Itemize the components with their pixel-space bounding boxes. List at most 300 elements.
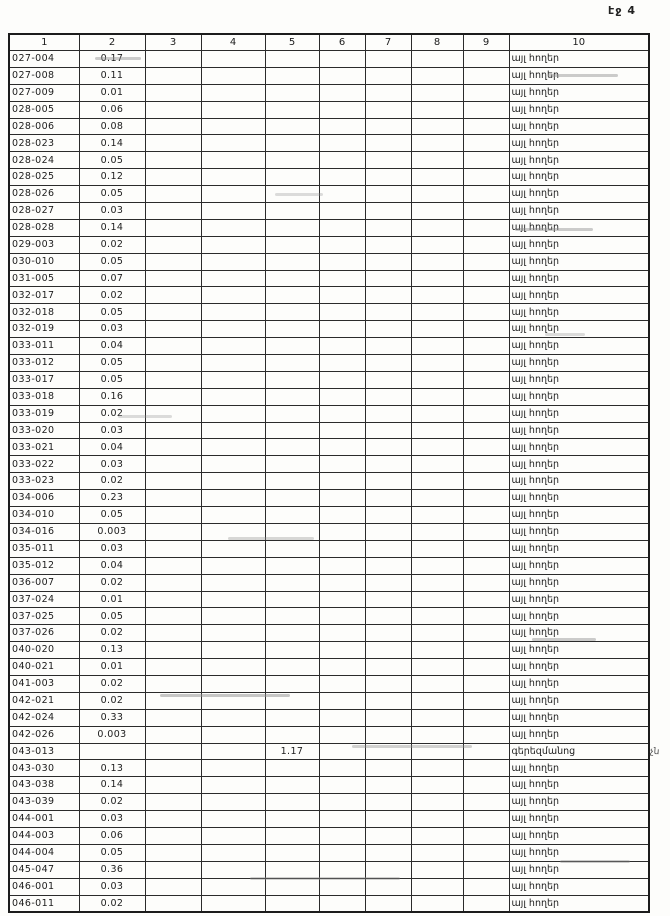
empty-cell (201, 507, 265, 524)
table-row (9, 591, 649, 608)
column5-value-cell (265, 338, 319, 355)
land-type-cell: այլ հողեր (509, 777, 649, 794)
empty-cell (463, 659, 509, 676)
parcel-code-cell: 040-020 (9, 642, 79, 659)
table-row (9, 67, 649, 84)
empty-cell (411, 726, 463, 743)
land-type-cell: այլ հողեր (509, 456, 649, 473)
empty-cell (365, 67, 411, 84)
table-row (9, 84, 649, 101)
area-value-cell: 0.05 (79, 608, 145, 625)
area-value-cell: 0.06 (79, 101, 145, 118)
empty-cell (145, 692, 201, 709)
land-parcel-table (8, 33, 650, 913)
empty-cell (365, 692, 411, 709)
empty-cell (201, 405, 265, 422)
parcel-code-cell: 037-024 (9, 591, 79, 608)
empty-cell (145, 236, 201, 253)
empty-cell (463, 709, 509, 726)
empty-cell (319, 118, 365, 135)
table-row (9, 456, 649, 473)
parcel-code-cell: 028-006 (9, 118, 79, 135)
empty-cell (365, 371, 411, 388)
area-value-cell: 0.33 (79, 709, 145, 726)
empty-cell (201, 642, 265, 659)
empty-cell (145, 861, 201, 878)
empty-cell (145, 203, 201, 220)
empty-cell (319, 692, 365, 709)
column5-value-cell (265, 608, 319, 625)
empty-cell (145, 219, 201, 236)
table-row (9, 253, 649, 270)
empty-cell (365, 777, 411, 794)
column5-value-cell (265, 861, 319, 878)
parcel-code-cell: 044-001 (9, 811, 79, 828)
table-row (9, 794, 649, 811)
empty-cell (145, 675, 201, 692)
land-type-cell: այլ հողեր (509, 844, 649, 861)
column5-value-cell (265, 811, 319, 828)
parcel-code-cell: 033-018 (9, 388, 79, 405)
column5-value-cell (265, 625, 319, 642)
land-type-cell: այլ հողեր (509, 253, 649, 270)
table-row (9, 811, 649, 828)
empty-cell (201, 861, 265, 878)
empty-cell (365, 726, 411, 743)
area-value-cell: 0.02 (79, 473, 145, 490)
empty-cell (145, 625, 201, 642)
empty-cell (463, 540, 509, 557)
parcel-code-cell: 028-024 (9, 152, 79, 169)
table-header-row (9, 34, 649, 51)
empty-cell (145, 304, 201, 321)
empty-cell (463, 287, 509, 304)
empty-cell (463, 490, 509, 507)
empty-cell (319, 540, 365, 557)
empty-cell (319, 287, 365, 304)
empty-cell (201, 84, 265, 101)
empty-cell (463, 473, 509, 490)
empty-cell (319, 591, 365, 608)
parcel-code-cell: 033-019 (9, 405, 79, 422)
empty-cell (411, 118, 463, 135)
column-header: 5 (265, 34, 319, 51)
empty-cell (463, 642, 509, 659)
parcel-code-cell: 028-026 (9, 186, 79, 203)
column5-value-cell (265, 760, 319, 777)
land-type-cell: այլ հողեր (509, 371, 649, 388)
empty-cell (201, 101, 265, 118)
empty-cell (319, 490, 365, 507)
land-type-cell: այլ հողեր (509, 507, 649, 524)
column-header: 1 (9, 34, 79, 51)
area-value-cell: 0.13 (79, 760, 145, 777)
empty-cell (201, 67, 265, 84)
empty-cell (201, 270, 265, 287)
area-value-cell: 0.05 (79, 507, 145, 524)
column5-value-cell (265, 726, 319, 743)
empty-cell (319, 557, 365, 574)
empty-cell (201, 811, 265, 828)
empty-cell (411, 675, 463, 692)
area-value-cell: 0.01 (79, 659, 145, 676)
parcel-code-cell: 028-005 (9, 101, 79, 118)
empty-cell (463, 895, 509, 912)
column5-value-cell (265, 67, 319, 84)
empty-cell (201, 118, 265, 135)
empty-cell (411, 659, 463, 676)
empty-cell (201, 675, 265, 692)
empty-cell (201, 794, 265, 811)
empty-cell (365, 642, 411, 659)
column5-value-cell (265, 507, 319, 524)
empty-cell (463, 101, 509, 118)
empty-cell (145, 152, 201, 169)
empty-cell (201, 523, 265, 540)
empty-cell (319, 861, 365, 878)
empty-cell (411, 152, 463, 169)
empty-cell (201, 608, 265, 625)
empty-cell (201, 574, 265, 591)
parcel-code-cell: 033-021 (9, 439, 79, 456)
area-value-cell: 0.01 (79, 84, 145, 101)
land-type-cell: այլ հողեր (509, 591, 649, 608)
column5-value-cell (265, 51, 319, 68)
empty-cell (411, 557, 463, 574)
land-type-cell: այլ հողեր (509, 540, 649, 557)
table-row (9, 760, 649, 777)
column5-value-cell (265, 794, 319, 811)
empty-cell (145, 878, 201, 895)
empty-cell (365, 625, 411, 642)
column5-value-cell (265, 523, 319, 540)
parcel-code-cell: 037-025 (9, 608, 79, 625)
table-row (9, 51, 649, 68)
column5-value-cell (265, 574, 319, 591)
area-value-cell: 0.12 (79, 169, 145, 186)
empty-cell (201, 186, 265, 203)
empty-cell (411, 709, 463, 726)
parcel-code-cell: 036-007 (9, 574, 79, 591)
empty-cell (201, 219, 265, 236)
parcel-code-cell: 043-039 (9, 794, 79, 811)
empty-cell (145, 270, 201, 287)
column5-value-cell (265, 203, 319, 220)
empty-cell (319, 625, 365, 642)
column-header: 2 (79, 34, 145, 51)
column5-value-cell (265, 422, 319, 439)
empty-cell (365, 844, 411, 861)
parcel-code-cell: 044-003 (9, 827, 79, 844)
empty-cell (411, 642, 463, 659)
land-type-cell: այլ հողեր (509, 861, 649, 878)
area-value-cell: 0.02 (79, 574, 145, 591)
table-row (9, 473, 649, 490)
empty-cell (145, 574, 201, 591)
column-header: 10 (509, 34, 649, 51)
empty-cell (365, 135, 411, 152)
land-type-cell: այլ հողեր (509, 67, 649, 84)
empty-cell (365, 203, 411, 220)
area-value-cell: 0.05 (79, 186, 145, 203)
empty-cell (463, 67, 509, 84)
table-row (9, 422, 649, 439)
empty-cell (201, 135, 265, 152)
table-row (9, 405, 649, 422)
empty-cell (463, 557, 509, 574)
empty-cell (201, 473, 265, 490)
land-type-cell: գերեզմանոց (509, 743, 649, 760)
land-type-cell: այլ հողեր (509, 794, 649, 811)
column5-value-cell (265, 456, 319, 473)
empty-cell (145, 439, 201, 456)
parcel-code-cell: 043-038 (9, 777, 79, 794)
empty-cell (463, 51, 509, 68)
empty-cell (319, 321, 365, 338)
empty-cell (145, 844, 201, 861)
area-value-cell: 0.05 (79, 304, 145, 321)
land-type-cell: այլ հողեր (509, 203, 649, 220)
empty-cell (201, 709, 265, 726)
empty-cell (365, 507, 411, 524)
table-row (9, 490, 649, 507)
empty-cell (145, 338, 201, 355)
empty-cell (319, 51, 365, 68)
empty-cell (411, 844, 463, 861)
table-row (9, 895, 649, 912)
empty-cell (411, 219, 463, 236)
area-value-cell: 0.11 (79, 67, 145, 84)
column5-value-cell (265, 287, 319, 304)
land-type-cell: այլ հողեր (509, 135, 649, 152)
land-type-cell: այլ հողեր (509, 811, 649, 828)
column5-value-cell (265, 101, 319, 118)
table-row (9, 540, 649, 557)
handwritten-stray-mark: չն (649, 746, 660, 758)
empty-cell (365, 591, 411, 608)
parcel-code-cell: 033-022 (9, 456, 79, 473)
empty-cell (411, 591, 463, 608)
empty-cell (463, 591, 509, 608)
table-row (9, 675, 649, 692)
empty-cell (145, 895, 201, 912)
area-value-cell: 0.05 (79, 371, 145, 388)
land-type-cell: այլ հողեր (509, 101, 649, 118)
empty-cell (365, 118, 411, 135)
empty-cell (463, 321, 509, 338)
area-value-cell: 0.36 (79, 861, 145, 878)
area-value-cell: 0.04 (79, 557, 145, 574)
empty-cell (145, 51, 201, 68)
empty-cell (145, 169, 201, 186)
column5-value-cell (265, 777, 319, 794)
empty-cell (365, 794, 411, 811)
empty-cell (201, 304, 265, 321)
parcel-code-cell: 042-026 (9, 726, 79, 743)
land-type-cell: այլ հողեր (509, 675, 649, 692)
empty-cell (319, 304, 365, 321)
empty-cell (463, 338, 509, 355)
column5-value-cell (265, 321, 319, 338)
empty-cell (201, 456, 265, 473)
land-type-cell: այլ հողեր (509, 388, 649, 405)
table-row (9, 878, 649, 895)
table-row (9, 371, 649, 388)
area-value-cell: 0.17 (79, 51, 145, 68)
empty-cell (319, 642, 365, 659)
empty-cell (319, 67, 365, 84)
column-header: 6 (319, 34, 365, 51)
table-row (9, 355, 649, 372)
empty-cell (319, 186, 365, 203)
parcel-code-cell: 041-003 (9, 675, 79, 692)
area-value-cell: 0.06 (79, 827, 145, 844)
empty-cell (411, 287, 463, 304)
empty-cell (365, 675, 411, 692)
empty-cell (411, 540, 463, 557)
land-type-cell: այլ հողեր (509, 236, 649, 253)
empty-cell (319, 659, 365, 676)
empty-cell (463, 422, 509, 439)
column5-value-cell (265, 591, 319, 608)
column5-value-cell (265, 355, 319, 372)
empty-cell (411, 608, 463, 625)
empty-cell (145, 371, 201, 388)
empty-cell (201, 540, 265, 557)
column-header: 9 (463, 34, 509, 51)
empty-cell (365, 338, 411, 355)
table-row (9, 186, 649, 203)
empty-cell (201, 287, 265, 304)
table-row (9, 203, 649, 220)
empty-cell (411, 456, 463, 473)
land-type-cell: այլ հողեր (509, 760, 649, 777)
column5-value-cell (265, 642, 319, 659)
column5-value-cell (265, 84, 319, 101)
empty-cell (365, 219, 411, 236)
empty-cell (411, 405, 463, 422)
land-type-cell: այլ հողեր (509, 219, 649, 236)
empty-cell (201, 203, 265, 220)
area-value-cell: 0.03 (79, 540, 145, 557)
empty-cell (201, 355, 265, 372)
empty-cell (201, 338, 265, 355)
empty-cell (145, 118, 201, 135)
table-row (9, 659, 649, 676)
empty-cell (365, 760, 411, 777)
empty-cell (411, 473, 463, 490)
empty-cell (411, 67, 463, 84)
table-row (9, 304, 649, 321)
empty-cell (319, 675, 365, 692)
empty-cell (411, 743, 463, 760)
empty-cell (411, 439, 463, 456)
empty-cell (411, 827, 463, 844)
empty-cell (463, 794, 509, 811)
area-value-cell: 0.01 (79, 591, 145, 608)
empty-cell (145, 507, 201, 524)
empty-cell (201, 371, 265, 388)
land-type-cell: այլ հողեր (509, 709, 649, 726)
area-value-cell: 0.003 (79, 726, 145, 743)
empty-cell (365, 270, 411, 287)
empty-cell (463, 405, 509, 422)
table-row (9, 101, 649, 118)
empty-cell (463, 456, 509, 473)
column5-value-cell (265, 709, 319, 726)
empty-cell (411, 895, 463, 912)
parcel-code-cell: 034-006 (9, 490, 79, 507)
empty-cell (201, 827, 265, 844)
empty-cell (201, 777, 265, 794)
empty-cell (463, 186, 509, 203)
empty-cell (365, 743, 411, 760)
table-row (9, 118, 649, 135)
table-row (9, 608, 649, 625)
empty-cell (365, 473, 411, 490)
area-value-cell: 0.03 (79, 456, 145, 473)
empty-cell (319, 743, 365, 760)
empty-cell (365, 456, 411, 473)
empty-cell (201, 388, 265, 405)
empty-cell (463, 608, 509, 625)
empty-cell (319, 507, 365, 524)
empty-cell (463, 574, 509, 591)
empty-cell (201, 591, 265, 608)
table-row (9, 287, 649, 304)
empty-cell (319, 388, 365, 405)
empty-cell (201, 439, 265, 456)
empty-cell (145, 84, 201, 101)
empty-cell (145, 709, 201, 726)
empty-cell (319, 608, 365, 625)
empty-cell (365, 321, 411, 338)
empty-cell (463, 152, 509, 169)
area-value-cell: 0.02 (79, 794, 145, 811)
empty-cell (365, 659, 411, 676)
area-value-cell: 0.04 (79, 338, 145, 355)
empty-cell (319, 270, 365, 287)
empty-cell (365, 540, 411, 557)
land-type-cell: այլ հողեր (509, 186, 649, 203)
empty-cell (365, 152, 411, 169)
empty-cell (411, 523, 463, 540)
empty-cell (365, 709, 411, 726)
empty-cell (145, 253, 201, 270)
table-row (9, 270, 649, 287)
empty-cell (319, 760, 365, 777)
empty-cell (145, 422, 201, 439)
parcel-code-cell: 032-019 (9, 321, 79, 338)
land-type-cell: այլ հողեր (509, 287, 649, 304)
empty-cell (319, 169, 365, 186)
table-row (9, 219, 649, 236)
column5-value-cell (265, 557, 319, 574)
empty-cell (463, 355, 509, 372)
area-value-cell: 0.02 (79, 692, 145, 709)
table-row (9, 827, 649, 844)
land-type-cell: այլ հողեր (509, 726, 649, 743)
area-value-cell: 0.03 (79, 203, 145, 220)
area-value-cell: 0.02 (79, 895, 145, 912)
empty-cell (145, 355, 201, 372)
empty-cell (411, 338, 463, 355)
land-type-cell: այլ հողեր (509, 659, 649, 676)
area-value-cell: 0.05 (79, 152, 145, 169)
empty-cell (319, 338, 365, 355)
empty-cell (145, 726, 201, 743)
table-row (9, 777, 649, 794)
